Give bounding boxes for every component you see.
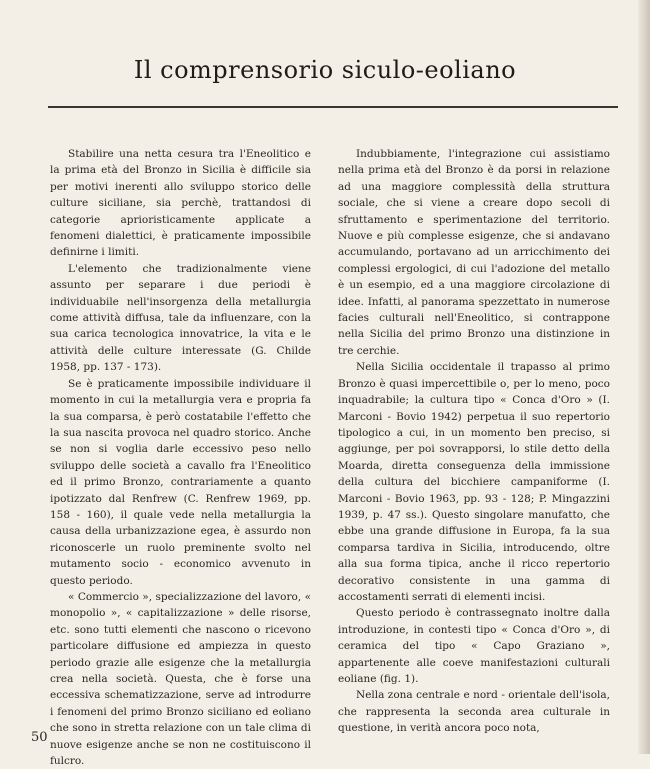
page-number: 50 bbox=[31, 730, 48, 745]
paragraph: Questo periodo è contrassegnato inoltre dalla introduzione, in contesti tipo « Conca d'Oro », di ceramica del tipo « Capo Graziano », appartenente alle coeve manifestazioni culturali eoliane (fig. 1). bbox=[338, 607, 610, 685]
paragraph: L'elemento che tradizionalmente viene assunto per separare i due periodi è individuabile nell'insorgenza della metallurgia come attività diffusa, tale da influenzare, con la sua carica tecnologica innovatrice, la vita e le attività delle culture interessate (G. Childe 1958, pp. 137 - 173). bbox=[50, 262, 311, 374]
paragraph: Stabilire una netta cesura tra l'Eneolitico e la prima età del Bronzo in Sicilia è difficile sia per motivi inerenti allo sviluppo storico delle culture siciliane, sia perchè, trattandosi di categorie aprioristicamente applicate a fenomeni dialettici, è praticamente impossibile definirne i limiti. bbox=[50, 148, 311, 259]
title-rule bbox=[48, 106, 618, 108]
paragraph: Se è praticamente impossibile individuare il momento in cui la metallurgia vera e propria fa la sua comparsa, è però costatabile l'effetto che la sua nascita provoca nel quadro storico. Anche se non si voglia darle eccessivo peso nello sviluppo delle società a cavallo fra l'Eneolitico ed il primo Bronzo, contrariamente a quanto ipotizzato dal Renfrew (C. Renfrew 1969, pp. 158 - 160), il quale vede nella metallurgia la causa della urbanizzazione egea, è assurdo non riconoscerle un ruolo preminente svolto nel mutamento socio - economico avvenuto in questo periodo. bbox=[50, 377, 311, 587]
paragraph: Nella zona centrale e nord - orientale dell'isola, che rappresenta la seconda area culturale in questione, in verità ancora poco nota, bbox=[338, 689, 610, 735]
book-spine bbox=[638, 0, 650, 754]
left-column bbox=[50, 146, 311, 769]
paragraph: Indubbiamente, l'integrazione cui assistiamo nella prima età del Bronzo è da porsi in relazione ad una maggiore complessità della struttura sociale, che si viene a creare dopo secoli di sfruttamento e sperimentazione del territorio. Nuove e più complesse esigenze, che si andavano accumulando, portavano ad un arricchimento dei complessi ergologici, di cui l'adozione del metallo è un esempio, ed a una maggiore circolazione di idee. Infatti, al panorama spezzettato in numerose facies culturali nell'Eneolitico, si contrappone nella Sicilia del primo Bronzo una distinzione in tre cerchie. bbox=[338, 148, 610, 357]
paragraph: « Commercio », specializzazione del lavoro, « monopolio », « capitalizzazione » delle risorse, etc. sono tutti elementi che nascono o ricevono particolare diffusione ed ampiezza in questo periodo grazie alle esigenze che la metallurgia crea nella società. Questa, che è forse una eccessiva schematizzazione, serve ad introdurre i fenomeni del primo Bronzo siciliano ed eoliano che sono in stretta relazione con un tale clima di nuove esigenze anche se non ne costituiscono il fulcro. bbox=[50, 590, 311, 768]
paragraph: Nella Sicilia occidentale il trapasso al primo Bronzo è quasi impercettibile o, per lo meno, poco inquadrabile; la cultura tipo « Conca d'Oro » (I. Marconi - Bovio 1942) perpetua il suo repertorio tipologico a cui, in un momento ben preciso, si aggiunge, per poi sovrapporsi, lo stile detto della Moarda, diretta conseguenza della immissione della cultura del bicchiere campaniforme (I. Marconi - Bovio 1963, pp. 93 - 128; P. Mingazzini 1939, p. 47 ss.). Questo singolare manufatto, che ebbe una grande diffusione in Europa, fa la sua comparsa tardiva in Sicilia, introducendo, oltre alla sua forma tipica, anche il ricco repertorio decorativo consistente in una gamma di accostamenti serrati di elementi incisi. bbox=[338, 361, 610, 603]
right-column bbox=[338, 146, 610, 737]
chapter-title: Il comprensorio siculo-eoliano bbox=[133, 56, 517, 84]
